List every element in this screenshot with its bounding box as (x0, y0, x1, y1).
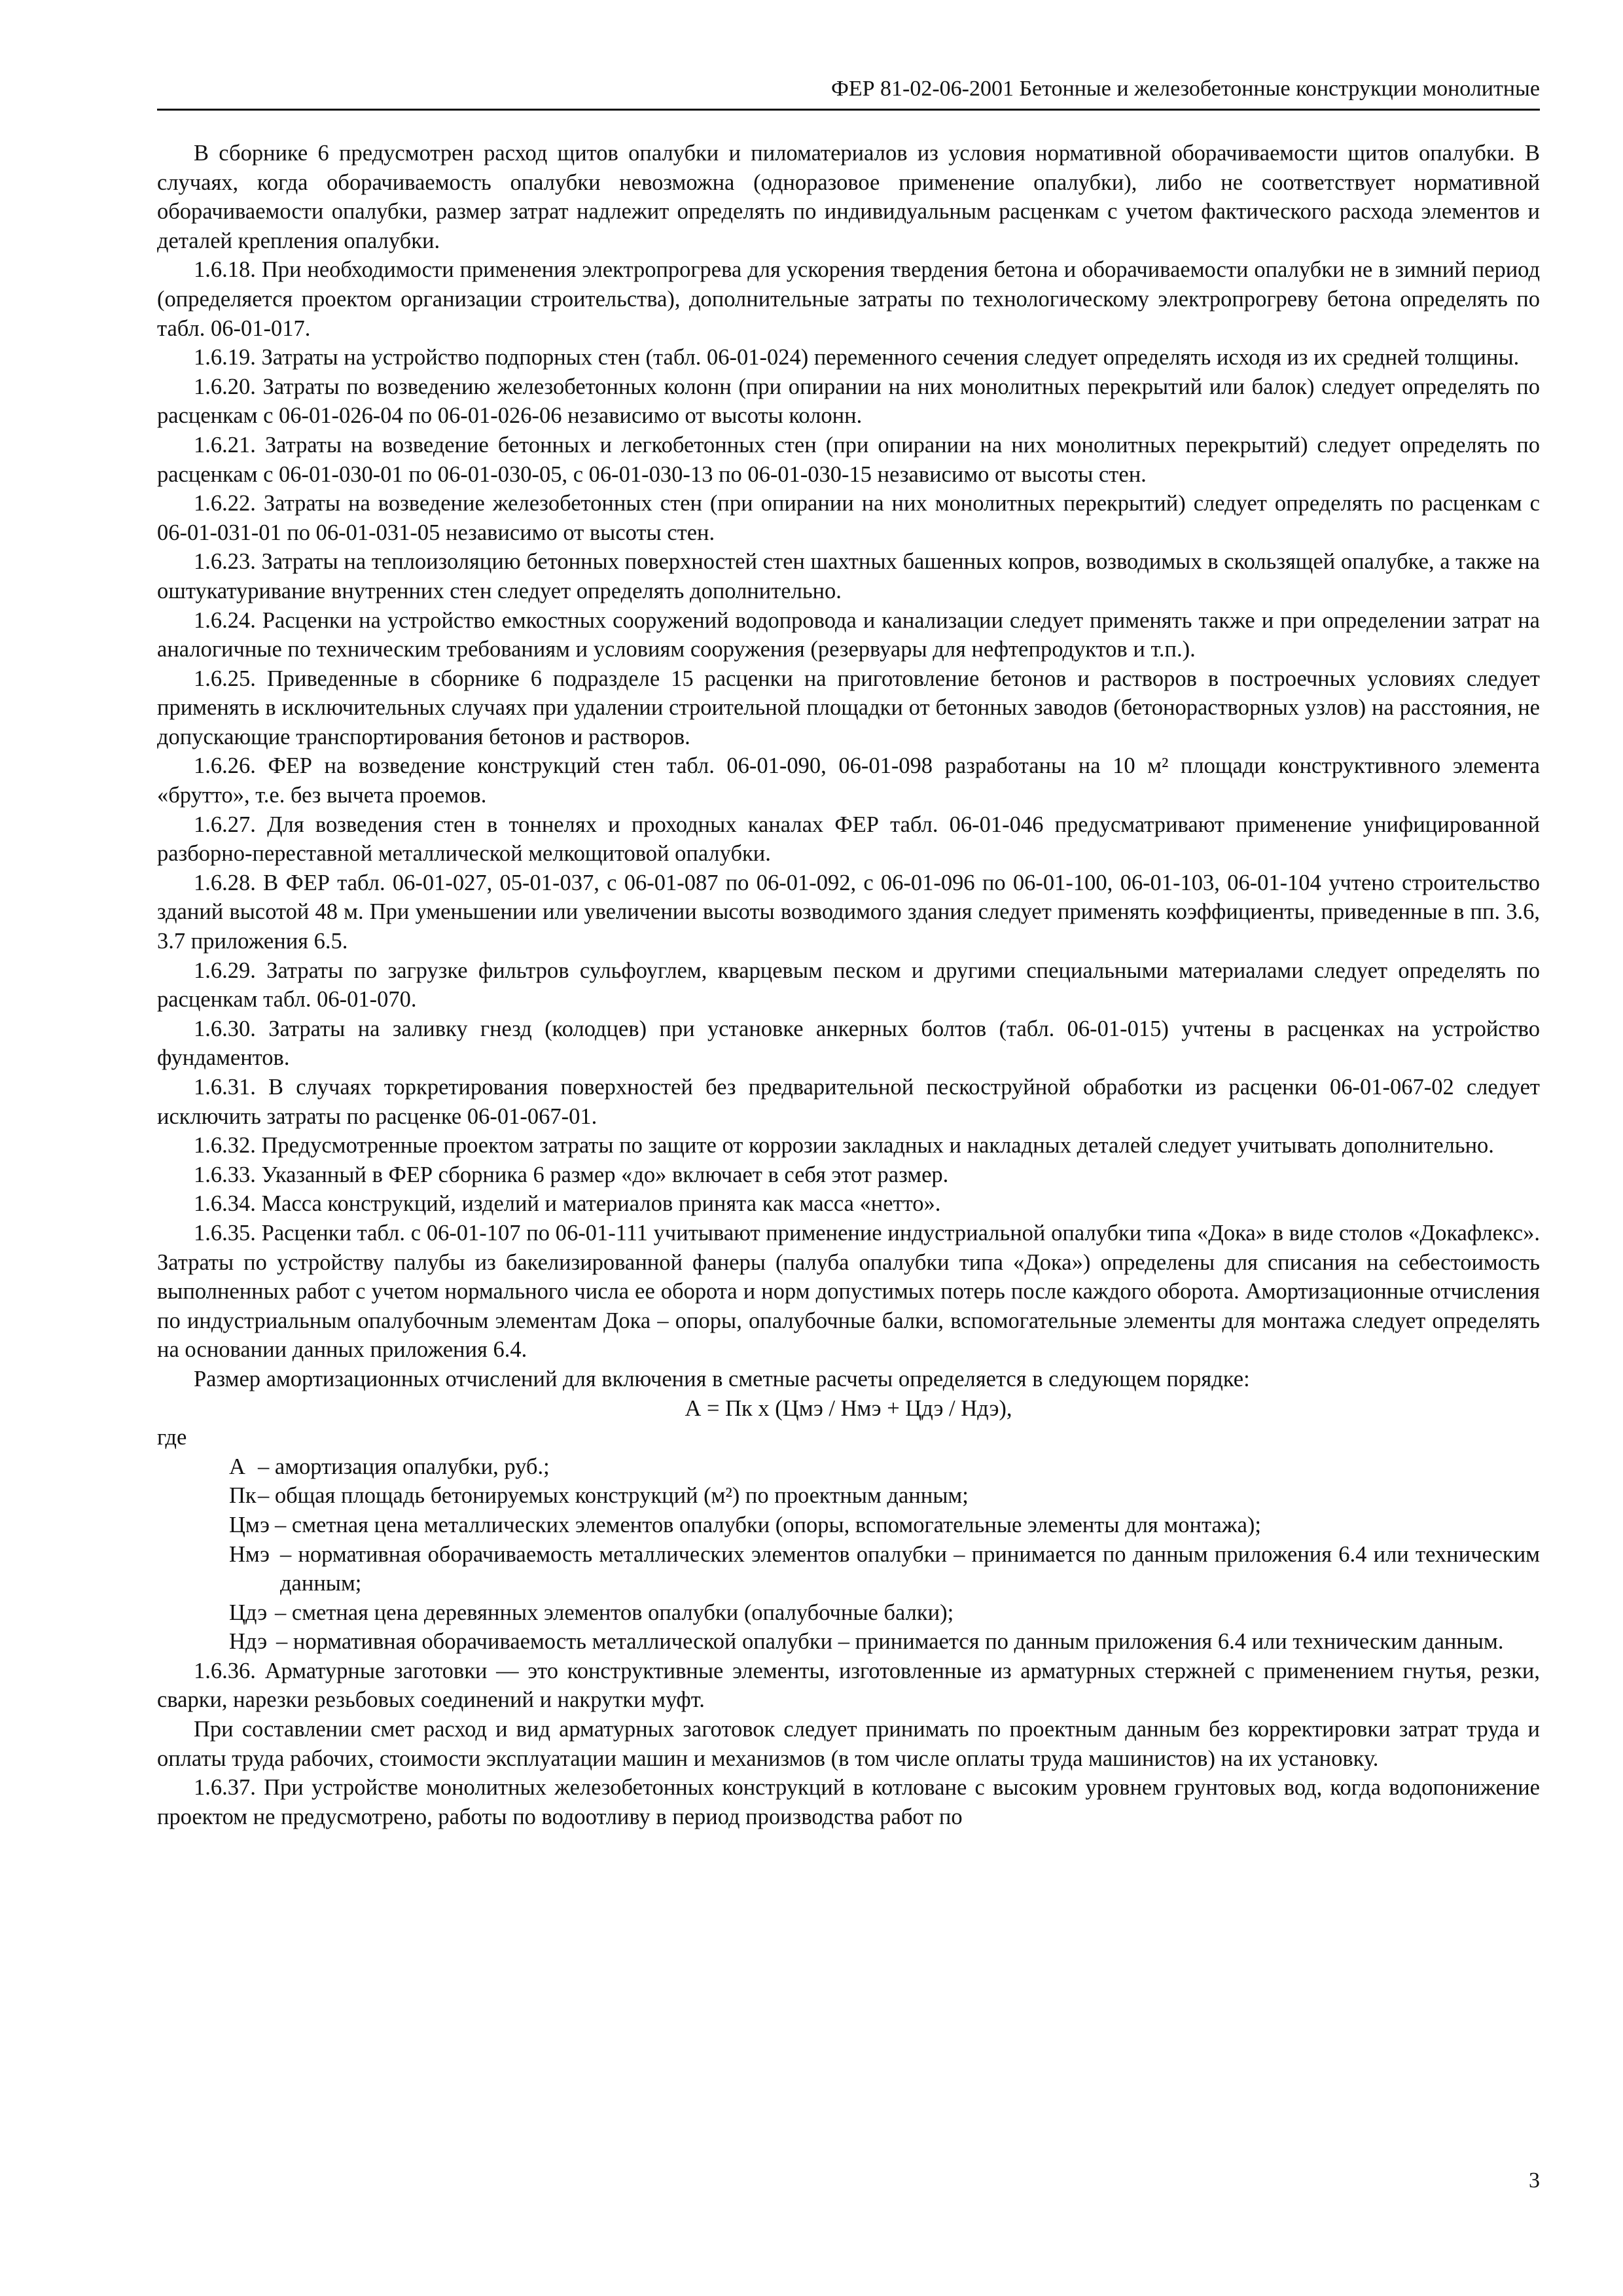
definition-item (157, 1452, 1540, 1482)
definition-text: – общая площадь бетонируемых конструкций (м²) по проектным данным; (258, 1483, 969, 1509)
where-label: где (157, 1425, 187, 1450)
paragraph-1-6-37: 1.6.37. При устройстве монолитных железобетонных конструкций в котловане с высоким уровнем грунтовых вод, когда водопонижение проектом не предусмотрено, работы по водоотливу в период производства работ по (157, 1775, 1540, 1829)
definition-item (157, 1627, 1540, 1657)
paragraph-1-6-22: 1.6.22. Затраты на возведение железобетонных стен (при опирании на них монолитных перекрытий) следует определять по расценкам с 06-01-031-01 по 06-01-031-05 независимо от высоты стен. (157, 491, 1540, 545)
page-number: 3 (1529, 2168, 1540, 2193)
paragraph-estimates: При составлении смет расход и вид арматурных заготовок следует принимать по проектным данным без корректировки затрат труда и оплаты труда рабочих, стоимости эксплуатации машин и механизмов (в том числе оплаты труда машинистов) на их установку. (157, 1717, 1540, 1771)
definition-symbol: Пк (229, 1483, 257, 1509)
definition-item (157, 1598, 1540, 1628)
definition-item (157, 1511, 1540, 1540)
paragraph-amortization-intro: Размер амортизационных отчислений для включения в сметные расчеты определяется в следующем порядке: (194, 1366, 1250, 1391)
paragraph-1-6-34: 1.6.34. Масса конструкций, изделий и материалов принята как масса «нетто». (194, 1191, 941, 1217)
running-header: ФЕР 81-02-06-2001 Бетонные и железобетонные конструкции монолитные (157, 73, 1540, 111)
paragraph-1-6-27: 1.6.27. Для возведения стен в тоннелях и проходных каналах ФЕР табл. 06-01-046 предусматривают применение унифицированной разборно-переставной металлической мелкощитовой опалубки. (157, 812, 1540, 867)
document-body (157, 139, 1540, 1831)
formula: А = Пк х (Цмэ / Нмэ + Цдэ / Ндэ), (685, 1395, 1012, 1421)
definition-text: – амортизация опалубки, руб.; (258, 1454, 550, 1479)
paragraph-1-6-18: 1.6.18. При необходимости применения электропрогрева для ускорения твердения бетона и оборачиваемости опалубки не в зимний период (определяется проектом организации строительства), дополнительные затраты по технологическому электропрогреву бетона определять по табл. 06-01-017. (157, 257, 1540, 341)
paragraph: В сборнике 6 предусмотрен расход щитов опалубки и пиломатериалов из условия нормативной оборачиваемости щитов опалубки. В случаях, когда оборачиваемость опалубки невозможна (одноразовое применение опалубки), либо не соответствует нормативной оборачиваемости опалубки, размер затрат надлежит определять по индивидуальным расценкам с учетом фактического расхода элементов и деталей крепления опалубки. (157, 141, 1540, 253)
paragraph-1-6-21: 1.6.21. Затраты на возведение бетонных и легкобетонных стен (при опирании на них монолитных перекрытий) следует определять по расценкам с 06-01-030-01 по 06-01-030-05, с 06-01-030-13 по 06-01-030-15 независимо от высоты стен. (157, 432, 1540, 487)
definition-text: – нормативная оборачиваемость металлических элементов опалубки – принимается по данным приложения 6.4 или техническим данным; (280, 1541, 1540, 1596)
paragraph-1-6-32: 1.6.32. Предусмотренные проектом затраты по защите от коррозии закладных и накладных деталей следует учитывать дополнительно. (194, 1133, 1494, 1158)
paragraph-1-6-25: 1.6.25. Приведенные в сборнике 6 подразделе 15 расценки на приготовление бетонов и растворов в построечных условиях следует применять в исключительных случаях при удалении строительной площадки от бетонных заводов (бетонорастворных узлов) на расстояния, не допускающие транспортирования бетонов и растворов. (157, 666, 1540, 749)
paragraph-1-6-20: 1.6.20. Затраты по возведению железобетонных колонн (при опирании на них монолитных перекрытий или балок) следует определять по расценкам с 06-01-026-04 по 06-01-026-06 независимо от высоты колонн. (157, 374, 1540, 429)
paragraph-1-6-33: 1.6.33. Указанный в ФЕР сборника 6 размер «до» включает в себя этот размер. (194, 1162, 949, 1187)
paragraph-1-6-31: 1.6.31. В случаях торкретирования поверхностей без предварительной пескоструйной обработки из расценки 06-01-067-02 следует исключить затраты по расценке 06-01-067-01. (157, 1075, 1540, 1129)
paragraph-1-6-29: 1.6.29. Затраты по загрузке фильтров сульфоуглем, кварцевым песком и другими специальными материалами следует определять по расценкам табл. 06-01-070. (157, 958, 1540, 1013)
definition-item (157, 1481, 1540, 1511)
definition-symbol: Ндэ (229, 1629, 268, 1655)
definition-text: – сметная цена металлических элементов опалубки (опоры, вспомогательные элементы для монтажа); (275, 1512, 1261, 1537)
paragraph-1-6-30: 1.6.30. Затраты на заливку гнезд (колодцев) при установке анкерных болтов (табл. 06-01-015) учтены в расценках на устройство фундаментов. (157, 1016, 1540, 1071)
definition-symbol: Цдэ (229, 1600, 268, 1625)
paragraph-1-6-36: 1.6.36. Арматурные заготовки — это конструктивные элементы, изготовленные из арматурных стержней с применением гнутья, резки, сварки, нарезки резьбовых соединений и накрутки муфт. (157, 1658, 1540, 1713)
paragraph-1-6-28: 1.6.28. В ФЕР табл. 06-01-027, 05-01-037, с 06-01-087 по 06-01-092, с 06-01-096 по 06-01-100, 06-01-103, 06-01-104 учтено строительство зданий высотой 48 м. При уменьшении или увеличении высоты возводимого здания следует применять коэффициенты, приведенные в пп. 3.6, 3.7 приложения 6.5. (157, 870, 1540, 954)
definitions-list (157, 1452, 1540, 1657)
definition-symbol: А (229, 1454, 245, 1479)
definition-item (157, 1540, 1540, 1598)
paragraph-1-6-19: 1.6.19. Затраты на устройство подпорных стен (табл. 06-01-024) переменного сечения следует определять исходя из их средней толщины. (194, 345, 1520, 370)
paragraph-1-6-35: 1.6.35. Расценки табл. с 06-01-107 по 06-01-111 учитывают применение индустриальной опалубки типа «Дока» в виде столов «Докафлекс». Затраты по устройству палубы из бакелизированной фанеры (палуба опалубки типа «Дока») определены для списания на себестоимость выполненных работ с учетом нормального числа ее оборота и норм допустимых потерь после каждого оборота. Амортизационные отчисления по индустриальным опалубочным элементам Дока – опоры, опалубочные балки, вспомогательные элементы для монтажа следует определять на основании данных приложения 6.4. (157, 1220, 1540, 1363)
definition-text: – нормативная оборачиваемость металлической опалубки – принимается по данным приложения 6.4 или техническим данным. (276, 1629, 1504, 1655)
definition-text: – сметная цена деревянных элементов опалубки (опалубочные балки); (275, 1600, 954, 1625)
definition-symbol: Нмэ (229, 1541, 270, 1567)
paragraph-1-6-26: 1.6.26. ФЕР на возведение конструкций стен табл. 06-01-090, 06-01-098 разработаны на 10 м² площади конструктивного элемента «брутто», т.е. без вычета проемов. (157, 753, 1540, 808)
paragraph-1-6-24: 1.6.24. Расценки на устройство емкостных сооружений водопровода и канализации следует применять также и при определении затрат на аналогичные по техническим требованиям и условиям сооружения (резервуары для нефтепродуктов и т.п.). (157, 607, 1540, 662)
paragraph-1-6-23: 1.6.23. Затраты на теплоизоляцию бетонных поверхностей стен шахтных башенных копров, возводимых в скользящей опалубке, а также на оштукатуривание внутренних стен следует определять дополнительно. (157, 549, 1540, 603)
definition-symbol: Цмэ (229, 1512, 270, 1537)
